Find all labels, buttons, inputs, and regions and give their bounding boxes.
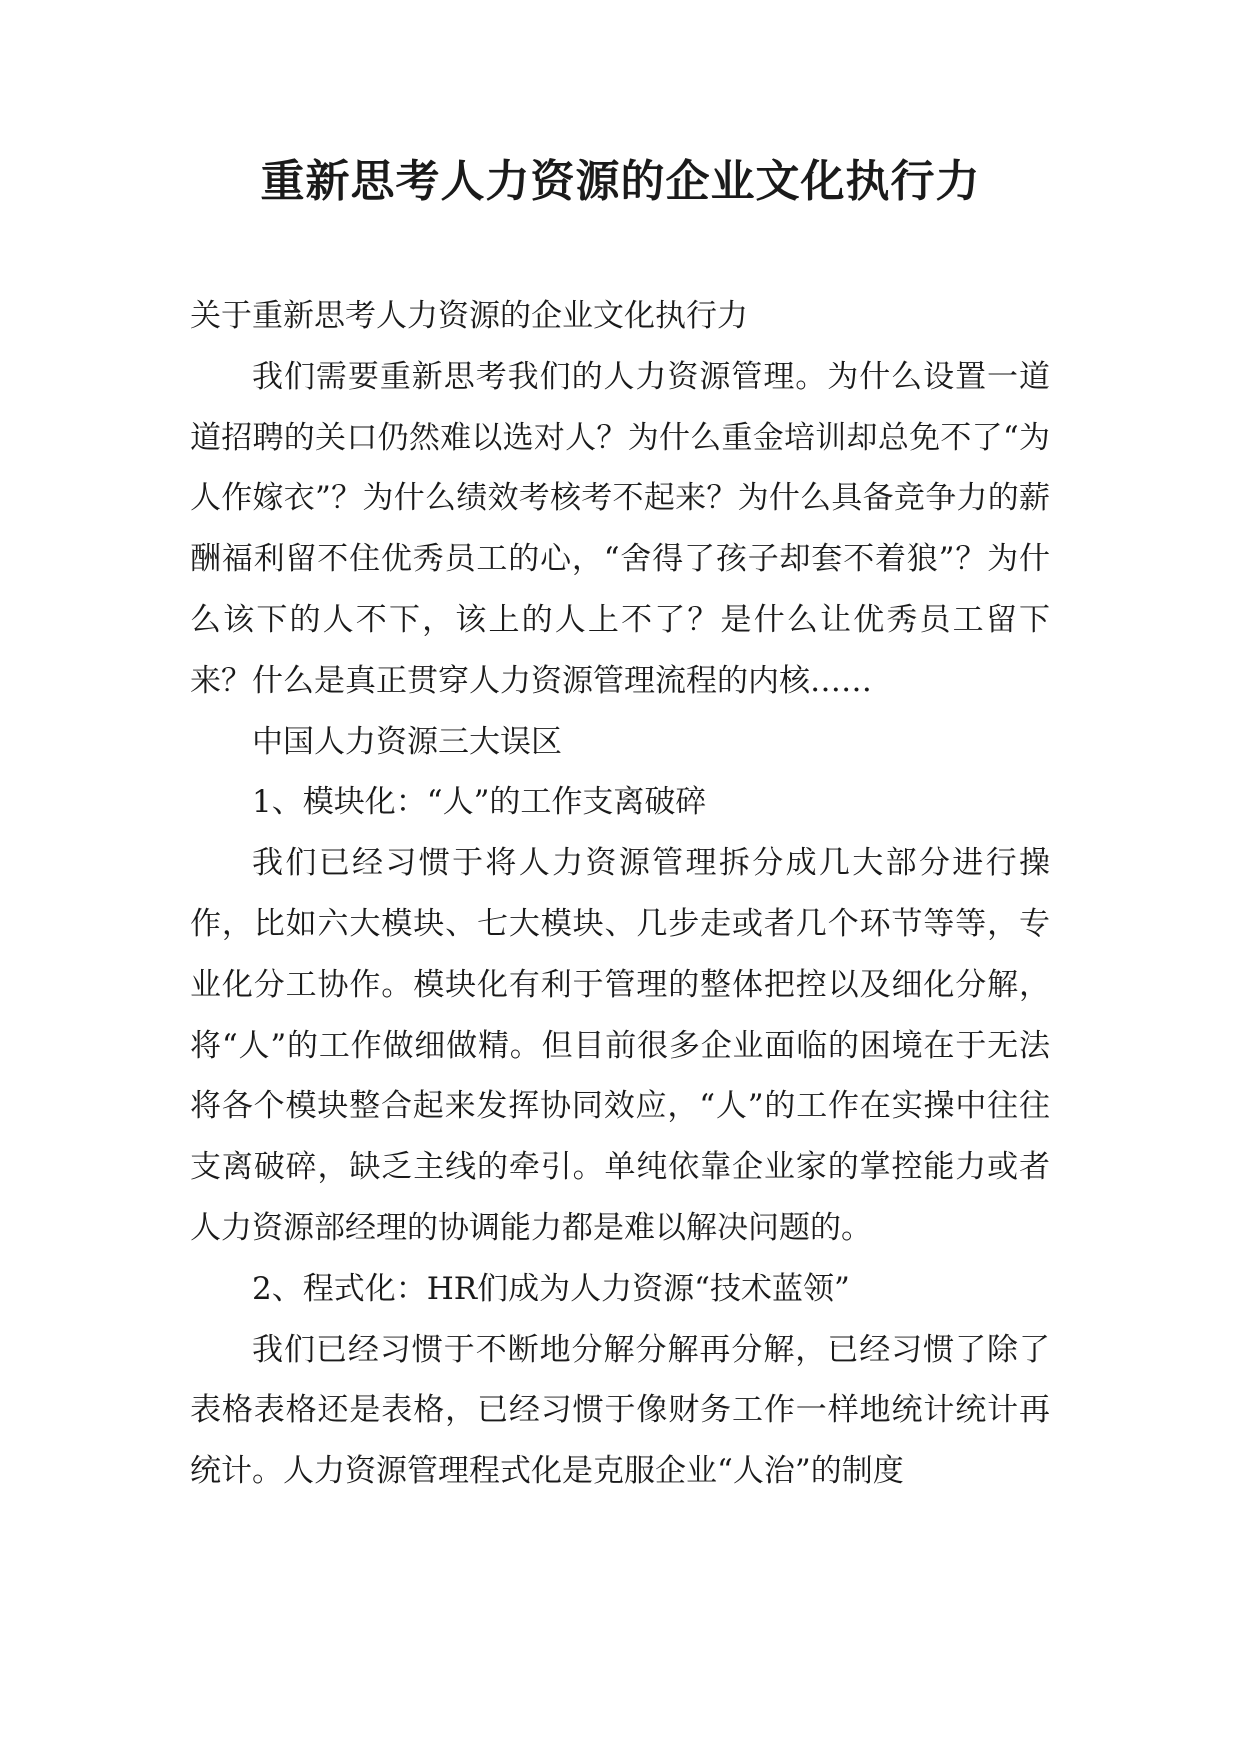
paragraph-modularization: 我们已经习惯于将人力资源管理拆分成几大部分进行操作，比如六大模块、七大模块、几步走或者几个环节等等，专业化分工协作。模块化有利于管理的整体把控以及细化分解，将“人”的工作做细做精。但目前很多企业面临的困境在于无法将各个模块整合起来发挥协同效应，“人”的工作在实操中往往支离破碎，缺乏主线的牵引。单纯依靠企业家的掌控能力或者人力资源部经理的协调能力都是难以解决问题的。 — [190, 845, 1050, 1246]
document-subtitle: 关于重新思考人力资源的企业文化执行力 — [190, 298, 748, 334]
paragraph-proceduralization: 我们已经习惯于不断地分解分解再分解，已经习惯了除了表格表格还是表格，已经习惯于像财务工作一样地统计统计再统计。人力资源管理程式化是克服企业“人治”的制度 — [190, 1331, 1050, 1490]
section-heading: 中国人力资源三大误区 — [252, 723, 562, 760]
paragraph-intro: 我们需要重新思考我们的人力资源管理。为什么设置一道道招聘的关口仍然难以选对人？为什么重金培训却总免不了“为人作嫁衣”？为什么绩效考核考不起来？为什么具备竞争力的薪酬福利留不住优秀员工的心，“舍得了孩子却套不着狼”？为什么该下的人不下，该上的人上不了？是什么让优秀员工留下来？什么是真正贯穿人力资源管理流程的内核…… — [190, 358, 1050, 699]
subheading-proceduralization: 2、程式化：HR们成为人力资源“技术蓝领” — [252, 1270, 850, 1307]
document-body — [190, 286, 1050, 1502]
subheading-modularization: 1、模块化：“人”的工作支离破碎 — [252, 784, 707, 821]
document-title: 重新思考人力资源的企业文化执行力 — [260, 156, 981, 207]
